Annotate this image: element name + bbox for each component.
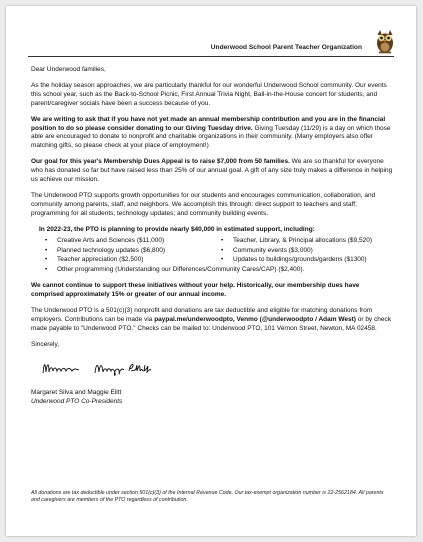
giving-tuesday-details: Giving Tuesday (11/29) is a day on which those able are encouraged to donate to nonprofit and charitable organizations in their community. (Many employers also offer matching gifts, so please check at your place of employment!) <box>31 124 391 150</box>
paragraph-support-needed: We cannot continue to support these initiatives without your help. Historically, our membership dues have comprised approximately 15% or greater of our annual income. <box>31 282 360 299</box>
closing: Sincerely, <box>31 340 60 348</box>
paragraph-donation-info <box>31 307 393 334</box>
donation-payment-links[interactable]: paypal.me/underwoodpto, Venmo (@underwoodpto / Adam West) <box>154 315 356 323</box>
donation-info-text: The Underwood PTO is a 501(c)(3) nonprofit and donations are tax deductible and eligible for matching donations from employers. Contributions can be made via <box>31 307 373 323</box>
header-divider <box>28 56 394 57</box>
signers-title: Underwood PTO Co-Presidents <box>31 397 123 405</box>
initiative-item-other: • Other programming (Understanding our Differences/Community Cares/CAP) ($2,400). <box>45 266 393 275</box>
giving-tuesday-ask: We are writing to ask that if you have not yet made an annual membership contribution and you are in the financial position to do so please consider donating to our Giving Tuesday drive. <box>31 115 386 132</box>
initiative-item: • Teacher, Library, & Principal allocations ($9,520) <box>221 237 401 246</box>
org-name: Underwood School Parent Teacher Organization <box>210 44 362 51</box>
paragraph-mission: The Underwood PTO supports growth opportunities for our students and encourages communication, collaboration, and community among parents, staff, and neighbors. We accomplish this through: direct support to teachers and staff; programming for all students; technology updates; and community building events. <box>31 191 376 217</box>
salutation: Dear Underwood families, <box>31 66 106 73</box>
initiative-item: • Planned technology updates ($6,800) <box>45 247 221 256</box>
initiatives-list <box>45 237 393 266</box>
signatures <box>31 355 393 389</box>
paragraph-goal <box>31 158 393 185</box>
initiatives-heading: In 2022-23, the PTO is planning to provide nearly $40,000 in estimated support, including: <box>39 225 315 233</box>
letter-page <box>6 6 416 536</box>
owl-logo-icon <box>375 28 395 54</box>
initiative-item: • Teacher appreciation ($2,500) <box>45 256 221 265</box>
signers-names: Margaret Silva and Maggie Elitt <box>31 388 122 396</box>
goal-details: We are so thankful for everyone who has donated so far but have raised less than 25% of our annual goal. A gift of any size truly makes a difference in helping us achieve our mission. <box>31 158 393 184</box>
footnote: All donations are tax deductible under section 501(c)(3) of the Internal Revenue Code. Our tax-exempt organization number is 22-2562184. All parents and caregivers are members of the PTO regardless of contribution. <box>31 490 384 503</box>
donation-mail-info: or by check made payable to "Underwood PTO." Checks can be mailed to: Underwood PTO, 101 Vernon Street, Newton, MA 02458. <box>31 315 391 332</box>
initiative-item: • Creative Arts and Sciences ($11,000) <box>45 237 221 246</box>
goal-statement: Our goal for this year's Membership Dues Appeal is to raise $7,000 from 50 families. <box>31 158 290 166</box>
initiative-item: • Community events ($3,000) <box>221 247 401 256</box>
initiative-item: • Updates to buildings/grounds/gardens ($1300) <box>221 256 401 265</box>
signature-maggie <box>93 357 153 379</box>
paragraph-giving-tuesday <box>31 116 393 152</box>
signature-margaret <box>41 357 81 379</box>
letter-body <box>31 66 393 406</box>
paragraph-thanks: As the holiday season approaches, we are particularly thankful for our wonderful Underwood School community. Our events this school year, such as the Back-to-School Picnic, First Annual Trivia Night, Ball-in-the-House concert for students, and parent/caregiver socials have been a success because of you. <box>31 81 387 107</box>
